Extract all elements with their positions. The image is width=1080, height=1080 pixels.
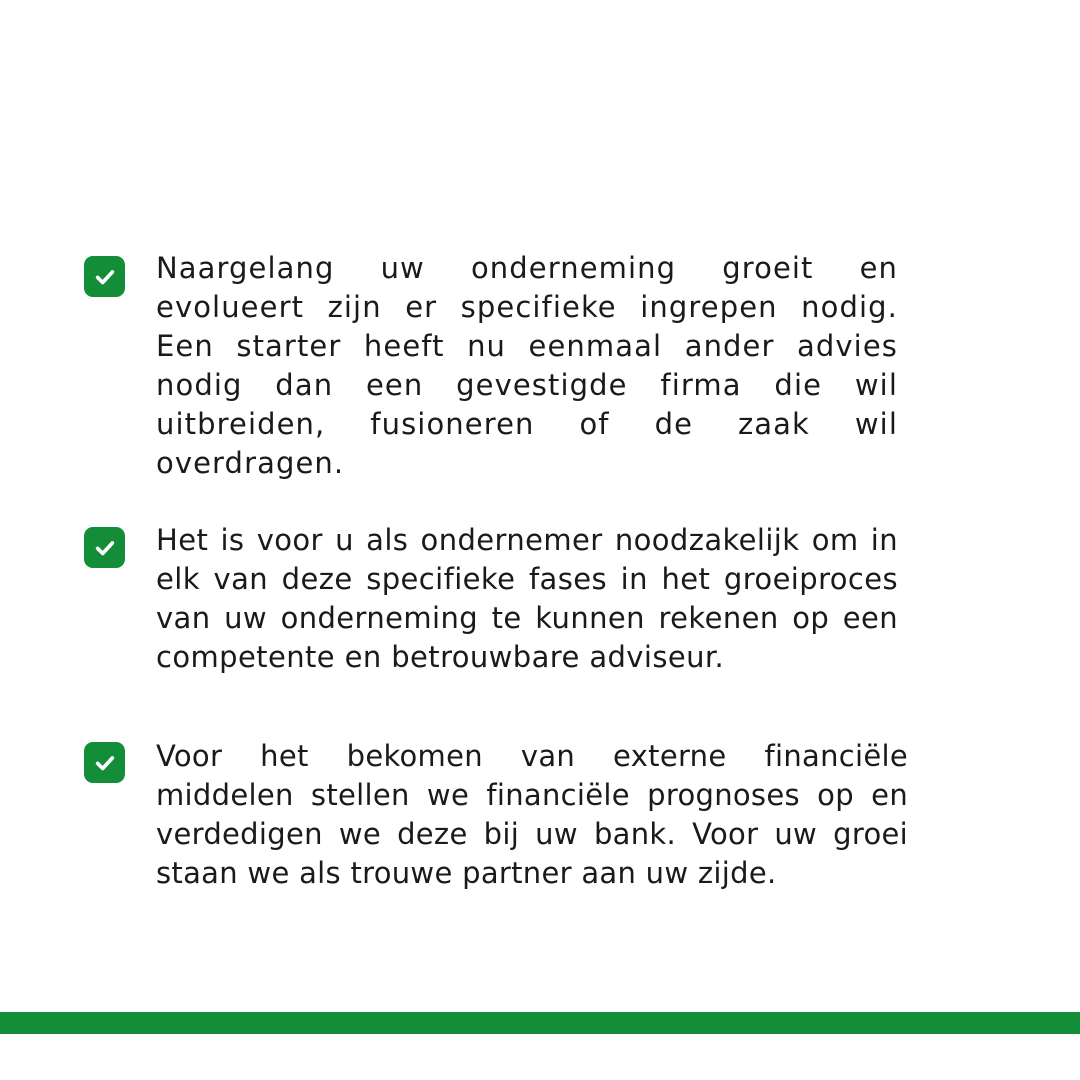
- check-icon: [84, 527, 125, 568]
- footer-accent-bar: [0, 1012, 1080, 1034]
- check-icon: [84, 742, 125, 783]
- list-item-text: Naargelang uw onderneming groeit en evolueert zijn er specifieke ingrepen nodig. Een starter heeft nu eenmaal ander advies nodig dan een gevestigde firma die wil uitbreiden, fusioneren of de zaak wil overdragen.: [156, 251, 898, 480]
- list-item-text: Het is voor u als ondernemer noodzakelijk om in elk van deze specifieke fases in het groeiproces van uw onderneming te kunnen rekenen op een competente en betrouwbare adviseur.: [156, 523, 898, 674]
- check-icon: [84, 256, 125, 297]
- list-item-text: Voor het bekomen van externe financiële middelen stellen we financiële prognoses op en verdedigen we deze bij uw bank. Voor uw groei staan we als trouwe partner aan uw zijde.: [156, 739, 908, 890]
